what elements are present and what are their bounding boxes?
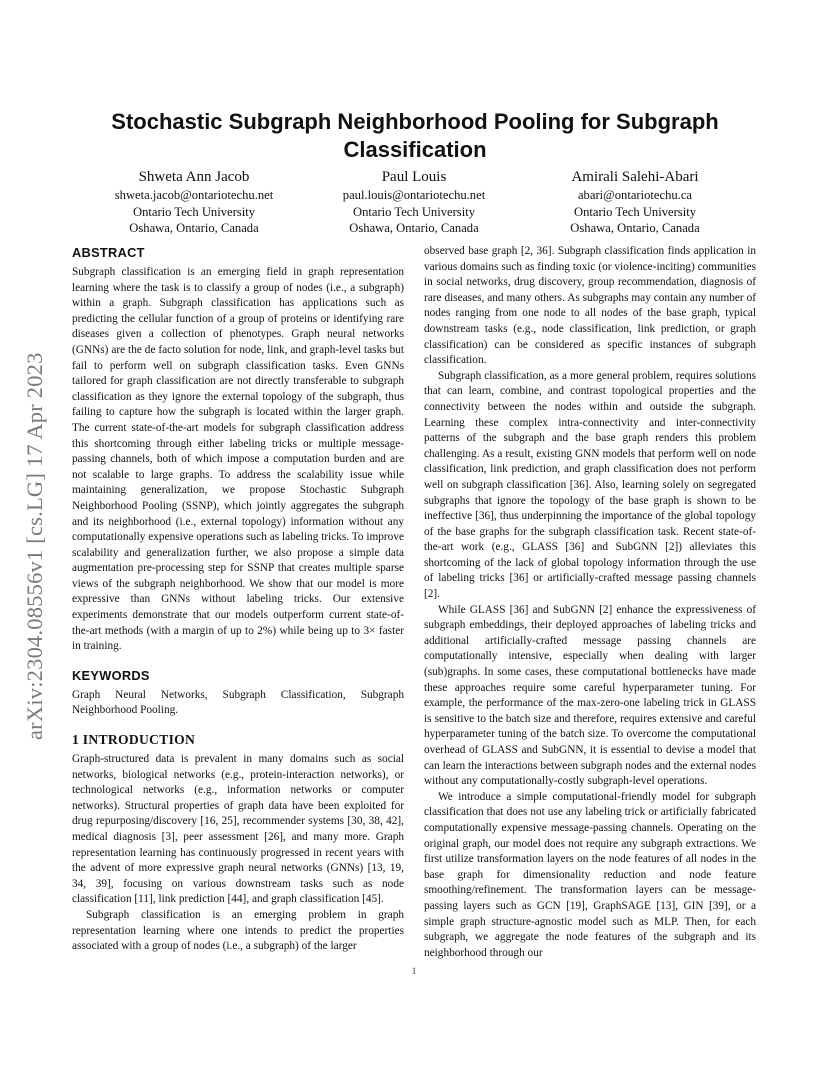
abstract-text: Subgraph classification is an emerging field in graph representation learning where the task is to classify a group of nodes (i.e., a subgraph) within a graph. Subgraph classification has applications such as predicting the cellular function of a group of proteins or identifying rare diseases given a collection of phenotypes. Graph neural networks (GNNs) are the de facto solution for node, link, and graph-level tasks but fail to perform well on subgraph classification tasks. Even GNNs tailored for graph classification are not directly transferable to subgraph classification as they ignore the external topology of the subgraph, thus failing to capture how the subgraph is located within the larger graph. The current state-of-the-art models for subgraph classification address this shortcoming through either labeling tricks or multiple message-passing channels, both of which impose a computation burden and are not scalable to large graphs. To address the scalability issue while maintaining generalization, we propose Stochastic Subgraph Neighborhood Pooling (SSNP), which jointly aggregates the subgraph and its neighborhood (i.e., external topology) information without any computationally expensive operations such as labeling tricks. To improve scalability and generalization further, we also propose a simple data augmentation pre-processing step for SSNP that creates multiple sparse views of the subgraph neighborhood. We show that our model is more expressive than GNNs without labeling tricks. Our extensive experiments demonstrate that our models outperform current state-of-the-art methods (with a margin of up to 2%) while being up to 3× faster in training. <box>72 266 404 653</box>
author-affiliation: Ontario Tech University <box>353 204 475 219</box>
author-name: Shweta Ann Jacob <box>138 169 250 185</box>
author-block-2 <box>299 168 529 237</box>
author-block-3 <box>520 168 750 237</box>
author-location: Oshawa, Ontario, Canada <box>570 221 700 235</box>
keywords-text: Graph Neural Networks, Subgraph Classification, Subgraph Neighborhood Pooling. <box>72 688 404 717</box>
introduction-heading: 1 INTRODUCTION <box>72 732 196 748</box>
right-column <box>424 244 756 961</box>
author-email: abari@ontariotechu.ca <box>577 188 693 202</box>
author-name: Paul Louis <box>381 169 447 185</box>
abstract-heading: ABSTRACT <box>72 245 145 260</box>
author-location: Oshawa, Ontario, Canada <box>349 221 479 235</box>
right-paragraph-1: observed base graph [2, 36]. Subgraph classification finds application in various domains such as finding toxic (or violence-inciting) communities in social networks, drug discovery, group recommendation, diagnosis of rare diseases, and many others. As subgraphs may contain any number of nodes ranging from one node to all nodes of the base graph, typical downstream tasks (e.g., node classification, link prediction, or graph classification) can be considered as specific instances of subgraph classification. <box>424 245 756 367</box>
paper-title: Stochastic Subgraph Neighborhood Pooling for Subgraph Classification <box>111 109 719 162</box>
author-name: Amirali Salehi-Abari <box>571 169 699 185</box>
introduction-paragraph-1: Graph-structured data is prevalent in many domains such as social networks, biological networks (e.g., protein-interaction networks), or technological networks (e.g., information networks or computer networks). Structural properties of graph data have been exploited for drug repurposing/discovery [16, 25], recommender systems [30, 38, 42], medical diagnosis [3], peer assessment [26], and many more. Graph representation learning has continuously progressed in recent years with the advent of more expressive graph neural networks (GNNs) [13, 19, 34, 39], focusing on various downstream tasks such as node classification [11], link prediction [44], and graph classification [45]. <box>72 753 404 906</box>
author-affiliation: Ontario Tech University <box>574 204 696 219</box>
right-paragraph-4: We introduce a simple computational-friendly model for subgraph classification that does not use any labeling trick or artificially fabricated computationally expensive message-passing channels. Operating on the original graph, our model does not require any subgraph extractions. We first utilize transformation layers on the node features of all nodes in the base graph for dimensionality reduction and node feature smoothing/refinement. The transformation layers can be message-passing layers such as GCN [19], GraphSAGE [13], GIN [39], or a simple graph structure-agnostic model such as MLP. Then, for each subgraph, we aggregate the node features of the subgraph and its neighborhood through our <box>424 790 756 959</box>
left-column <box>72 244 404 955</box>
page-number: 1 <box>411 966 417 976</box>
introduction-paragraph-2: Subgraph classification is an emerging problem in graph representation learning where one intends to predict the properties associated with a group of nodes (i.e., a subgraph) of the larger <box>72 908 404 953</box>
author-location: Oshawa, Ontario, Canada <box>129 221 259 235</box>
author-block-1 <box>79 168 309 237</box>
right-paragraph-2: Subgraph classification, as a more general problem, requires solutions that can learn, combine, and contrast topological properties and the connectivity between the nodes within and outside the subgraph. Learning these complex intra-connectivity and inter-connectivity patterns of the subgraph and the base graph renders this problem challenging. As a result, existing GNN models that perform well on node classification, link prediction, and graph classification does not perform well on subgraph classification [36]. Also, learning solely on segregated subgraphs that ignore the topology of the base graph is shown to be ineffective [36], thus underpinning the importance of the global topology of the base graphs for the subgraph classification task. Recent state-of-the-art work (e.g., GLASS [36] and SubGNN [2]) alleviates this shortcoming of the lack of global topology information through the use of labeling tricks [36] or artificially-crafted message passing channels [2]. <box>424 369 756 601</box>
right-paragraph-3: While GLASS [36] and SubGNN [2] enhance the expressiveness of subgraph embeddings, their deployed approaches of labeling tricks and additional artificially-crafted message passing channels are computationally intensive, especially when dealing with larger (sub)graphs. In some cases, these computational bottlenecks have made these approaches require some careful hyperparameter tuning. For example, the performance of the max-zero-one labeling trick in GLASS is sensitive to the batch size and therefore, requires extensive and careful hyperparameter tuning of the batch size. To overcome the computational overhead of GLASS and SubGNN, it is essential to devise a model that can learn the interactions between subgraph nodes and the external nodes without any computationally-costly subgraph-level operations. <box>424 603 756 788</box>
arxiv-identifier: arXiv:2304.08556v1 [cs.LG] 17 Apr 2023 <box>22 352 47 740</box>
author-email: paul.louis@ontariotechu.net <box>342 188 486 202</box>
author-affiliation: Ontario Tech University <box>133 204 255 219</box>
keywords-heading: KEYWORDS <box>72 667 150 683</box>
author-email: shweta.jacob@ontariotechu.net <box>114 188 274 202</box>
